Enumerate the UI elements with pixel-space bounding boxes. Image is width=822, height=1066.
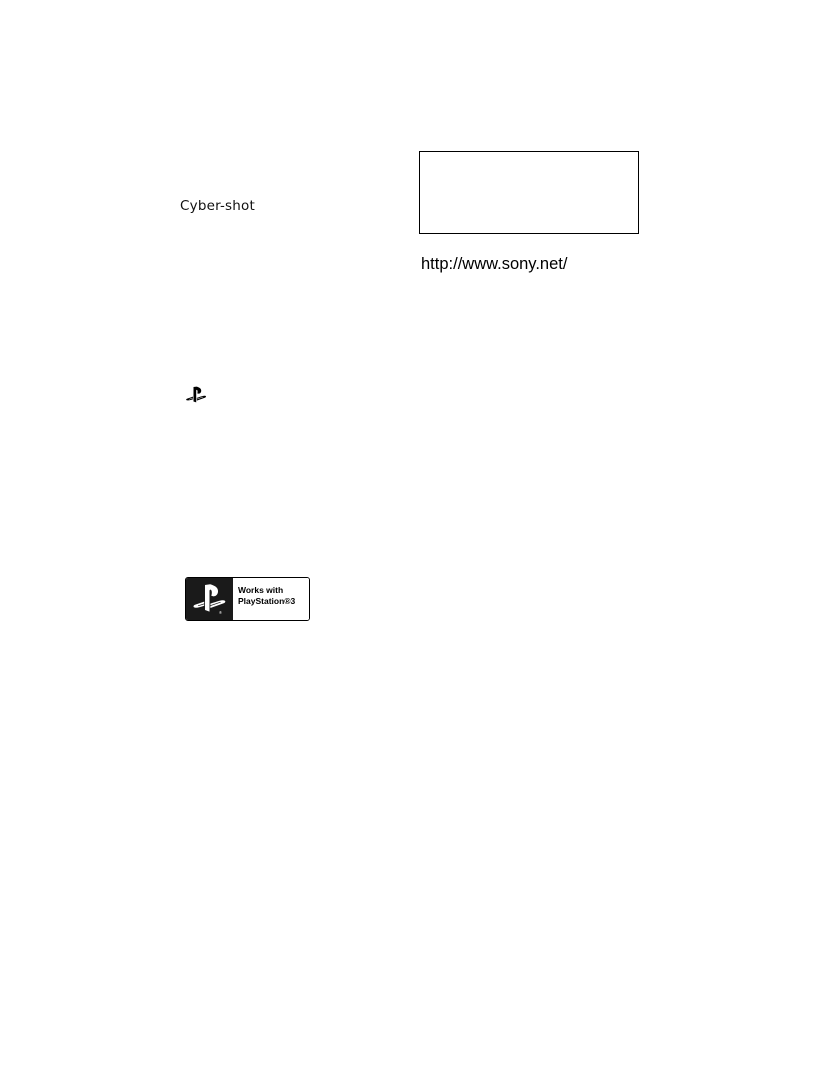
works-with-ps3-badge	[185, 577, 310, 621]
badge-text	[233, 578, 309, 620]
playstation-logo-icon	[186, 578, 233, 620]
empty-label-box	[419, 151, 639, 234]
badge-line-2: PlayStation®3	[238, 596, 296, 606]
cybershot-wordmark: Cyber-shot	[180, 198, 255, 214]
svg-text:®: ®	[219, 610, 222, 615]
playstation-logo-icon	[185, 386, 209, 403]
badge-line-1: Works with	[238, 585, 284, 595]
sony-url: http://www.sony.net/	[421, 255, 568, 273]
cybershot-logo	[180, 195, 272, 217]
